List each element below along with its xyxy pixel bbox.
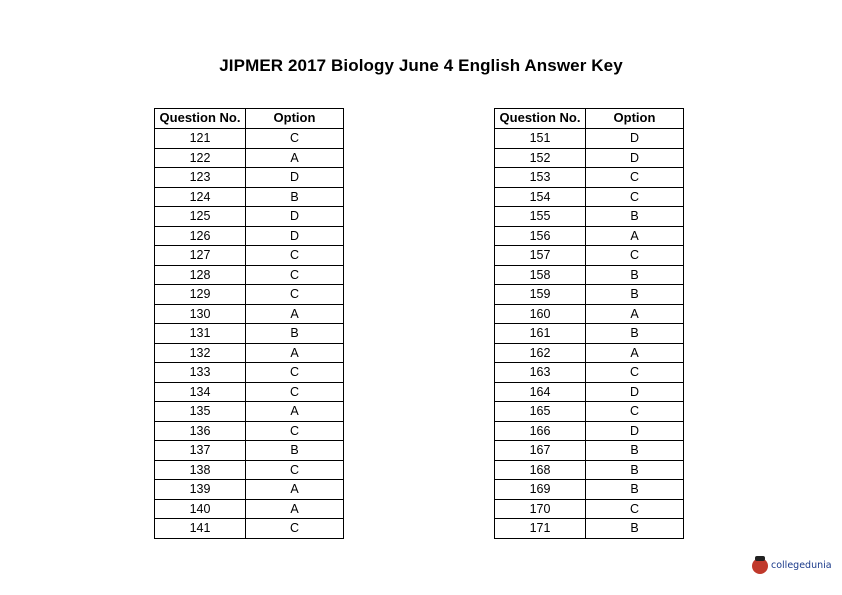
table-row bbox=[155, 480, 344, 500]
table-row bbox=[495, 168, 684, 188]
option-cell: A bbox=[246, 304, 344, 324]
question-number-cell: 154 bbox=[495, 187, 586, 207]
table-row bbox=[495, 421, 684, 441]
question-number-cell: 167 bbox=[495, 441, 586, 461]
question-number-cell: 159 bbox=[495, 285, 586, 305]
option-cell: B bbox=[586, 324, 684, 344]
question-number-cell: 131 bbox=[155, 324, 246, 344]
table-row bbox=[495, 402, 684, 422]
table-row bbox=[155, 402, 344, 422]
table-row bbox=[495, 304, 684, 324]
table-row bbox=[155, 285, 344, 305]
collegedunia-logo bbox=[752, 555, 832, 577]
page-title: JIPMER 2017 Biology June 4 English Answer Key bbox=[219, 56, 623, 75]
table-row bbox=[155, 129, 344, 149]
question-number-cell: 152 bbox=[495, 148, 586, 168]
question-number-cell: 165 bbox=[495, 402, 586, 422]
question-number-cell: 160 bbox=[495, 304, 586, 324]
question-number-cell: 133 bbox=[155, 363, 246, 383]
question-number-cell: 132 bbox=[155, 343, 246, 363]
table-row bbox=[495, 363, 684, 383]
table-row bbox=[155, 382, 344, 402]
option-cell: B bbox=[586, 265, 684, 285]
table-row bbox=[155, 246, 344, 266]
option-cell: C bbox=[246, 519, 344, 539]
table-row bbox=[495, 343, 684, 363]
table-header-row bbox=[155, 109, 344, 129]
option-cell: B bbox=[246, 324, 344, 344]
question-number-cell: 128 bbox=[155, 265, 246, 285]
table-row bbox=[155, 421, 344, 441]
option-cell: C bbox=[246, 246, 344, 266]
question-number-cell: 163 bbox=[495, 363, 586, 383]
logo-name: collegedunia bbox=[771, 559, 832, 571]
table-row bbox=[155, 226, 344, 246]
option-cell: D bbox=[246, 168, 344, 188]
question-number-cell: 161 bbox=[495, 324, 586, 344]
question-number-cell: 156 bbox=[495, 226, 586, 246]
table-row bbox=[495, 324, 684, 344]
answer-key-table-left bbox=[154, 108, 344, 539]
column-header-question: Question No. bbox=[495, 109, 586, 129]
question-number-cell: 151 bbox=[495, 129, 586, 149]
option-cell: B bbox=[586, 207, 684, 227]
option-cell: C bbox=[586, 363, 684, 383]
option-cell: C bbox=[246, 363, 344, 383]
question-number-cell: 123 bbox=[155, 168, 246, 188]
question-number-cell: 126 bbox=[155, 226, 246, 246]
option-cell: C bbox=[246, 265, 344, 285]
collegedunia-logo-icon bbox=[752, 558, 768, 574]
question-number-cell: 171 bbox=[495, 519, 586, 539]
option-cell: B bbox=[246, 187, 344, 207]
option-cell: C bbox=[586, 499, 684, 519]
table-row bbox=[495, 246, 684, 266]
option-cell: A bbox=[246, 480, 344, 500]
table-row bbox=[495, 207, 684, 227]
option-cell: B bbox=[586, 480, 684, 500]
question-number-cell: 136 bbox=[155, 421, 246, 441]
question-number-cell: 166 bbox=[495, 421, 586, 441]
option-cell: A bbox=[586, 304, 684, 324]
table-row bbox=[495, 519, 684, 539]
option-cell: B bbox=[586, 460, 684, 480]
option-cell: B bbox=[586, 441, 684, 461]
table-row bbox=[495, 499, 684, 519]
question-number-cell: 122 bbox=[155, 148, 246, 168]
option-cell: D bbox=[246, 226, 344, 246]
table-row bbox=[495, 460, 684, 480]
question-number-cell: 169 bbox=[495, 480, 586, 500]
question-number-cell: 162 bbox=[495, 343, 586, 363]
column-header-question: Question No. bbox=[155, 109, 246, 129]
option-cell: A bbox=[586, 343, 684, 363]
option-cell: A bbox=[246, 148, 344, 168]
table-row bbox=[155, 324, 344, 344]
table-row bbox=[155, 343, 344, 363]
question-number-cell: 140 bbox=[155, 499, 246, 519]
option-cell: B bbox=[586, 285, 684, 305]
option-cell: D bbox=[586, 148, 684, 168]
option-cell: D bbox=[586, 421, 684, 441]
table-row bbox=[155, 168, 344, 188]
option-cell: A bbox=[586, 226, 684, 246]
question-number-cell: 164 bbox=[495, 382, 586, 402]
table-header-row bbox=[495, 109, 684, 129]
table-row bbox=[495, 129, 684, 149]
column-header-option: Option bbox=[586, 109, 684, 129]
question-number-cell: 139 bbox=[155, 480, 246, 500]
option-cell: C bbox=[586, 246, 684, 266]
question-number-cell: 134 bbox=[155, 382, 246, 402]
question-number-cell: 141 bbox=[155, 519, 246, 539]
question-number-cell: 157 bbox=[495, 246, 586, 266]
option-cell: C bbox=[246, 460, 344, 480]
option-cell: B bbox=[246, 441, 344, 461]
question-number-cell: 130 bbox=[155, 304, 246, 324]
question-number-cell: 137 bbox=[155, 441, 246, 461]
question-number-cell: 170 bbox=[495, 499, 586, 519]
option-cell: A bbox=[246, 343, 344, 363]
question-number-cell: 121 bbox=[155, 129, 246, 149]
option-cell: C bbox=[586, 187, 684, 207]
question-number-cell: 153 bbox=[495, 168, 586, 188]
table-row bbox=[495, 441, 684, 461]
question-number-cell: 158 bbox=[495, 265, 586, 285]
option-cell: A bbox=[246, 499, 344, 519]
table-row bbox=[495, 226, 684, 246]
table-row bbox=[155, 363, 344, 383]
option-cell: C bbox=[246, 285, 344, 305]
option-cell: A bbox=[246, 402, 344, 422]
question-number-cell: 127 bbox=[155, 246, 246, 266]
option-cell: C bbox=[586, 402, 684, 422]
question-number-cell: 138 bbox=[155, 460, 246, 480]
table-row bbox=[155, 499, 344, 519]
option-cell: C bbox=[586, 168, 684, 188]
table-row bbox=[495, 187, 684, 207]
question-number-cell: 168 bbox=[495, 460, 586, 480]
table-row bbox=[155, 460, 344, 480]
table-row bbox=[155, 207, 344, 227]
table-row bbox=[495, 382, 684, 402]
table-row bbox=[155, 519, 344, 539]
option-cell: D bbox=[246, 207, 344, 227]
option-cell: B bbox=[586, 519, 684, 539]
table-row bbox=[155, 304, 344, 324]
question-number-cell: 124 bbox=[155, 187, 246, 207]
table-row bbox=[495, 265, 684, 285]
table-row bbox=[155, 441, 344, 461]
table-row bbox=[495, 285, 684, 305]
answer-key-table-right bbox=[494, 108, 684, 539]
table-row bbox=[155, 148, 344, 168]
question-number-cell: 155 bbox=[495, 207, 586, 227]
table-row bbox=[495, 148, 684, 168]
question-number-cell: 129 bbox=[155, 285, 246, 305]
table-row bbox=[155, 187, 344, 207]
option-cell: C bbox=[246, 382, 344, 402]
option-cell: D bbox=[586, 129, 684, 149]
table-row bbox=[495, 480, 684, 500]
option-cell: C bbox=[246, 129, 344, 149]
option-cell: D bbox=[586, 382, 684, 402]
option-cell: C bbox=[246, 421, 344, 441]
column-header-option: Option bbox=[246, 109, 344, 129]
question-number-cell: 135 bbox=[155, 402, 246, 422]
question-number-cell: 125 bbox=[155, 207, 246, 227]
table-row bbox=[155, 265, 344, 285]
